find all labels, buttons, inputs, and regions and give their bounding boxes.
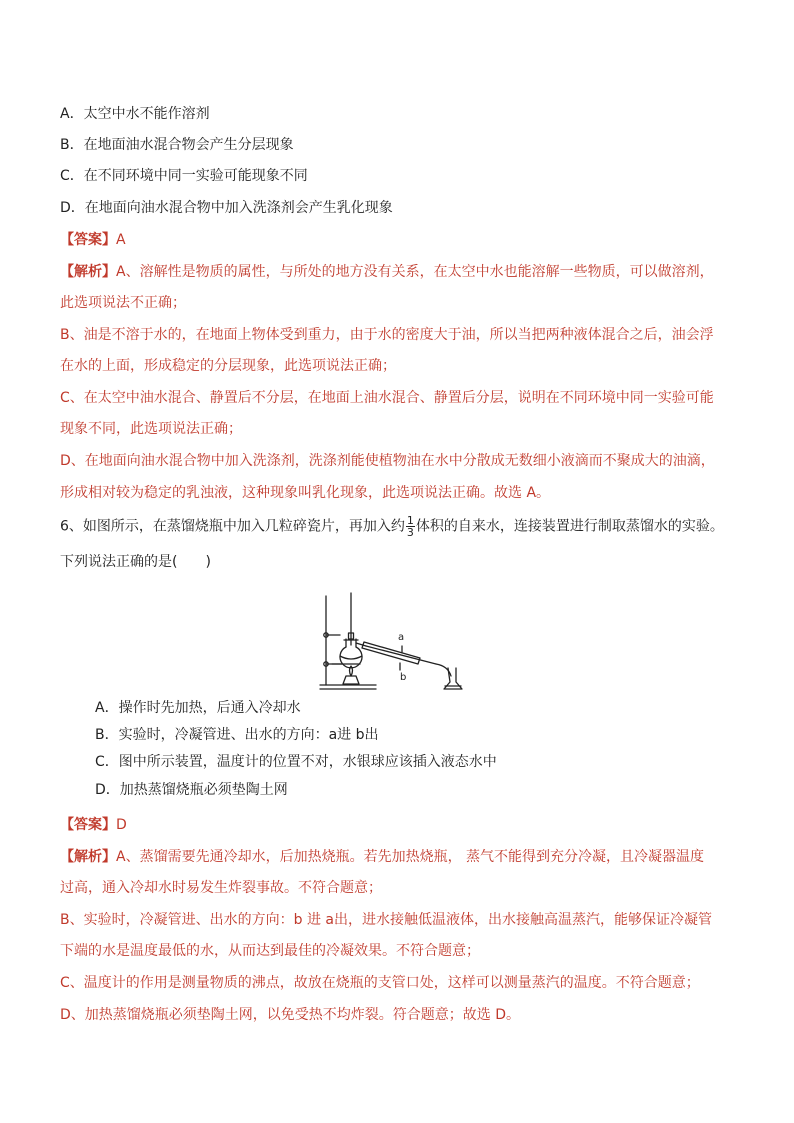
q6-answer [60,815,127,835]
q5-analysis-line-5: C、在太空中油水混合、静置后不分层，在地面上油水混合、静置后分层，说明在不同环境中同一实验可能 [60,390,714,406]
q5-analysis-line-8: 形成相对较为稳定的乳浊液，这种现象叫乳化现象，此选项说法正确。故选 A。 [60,485,551,501]
q6-stem-line-1 [60,515,724,538]
stem-text: 6、如图所示，在蒸馏烧瓶中加入几粒碎瓷片，再加入约 [60,518,405,535]
q5-analysis-line-7: D、在地面向油水混合物中加入洗涤剂，洗涤剂能使植物油在水中分散成无数细小液滴而不聚成大的油滴， [60,453,715,469]
q5-option-b: B．在地面油水混合物会产生分层现象 [60,137,294,153]
distillation-apparatus-figure [318,590,478,692]
q6-analysis-line-1 [60,847,704,867]
q6-analysis-line-6: D、加热蒸馏烧瓶必须垫陶土网，以免受热不均炸裂。符合题意；故选 D。 [60,1007,521,1023]
analysis-text: A、溶解性是物质的属性，与所处的地方没有关系，在太空中水也能溶解一些物质，可以做溶剂， [116,264,714,280]
side-arm [356,643,366,646]
alcohol-lamp [343,676,359,684]
fraction [406,515,415,538]
analysis-tag: 【解析】 [60,849,116,865]
q6-option-a: A．操作时先加热，后通入冷却水 [95,700,301,716]
answer-tag: 【答案】 [60,817,116,833]
q6-stem-line-2: 下列说法正确的是( ) [60,554,211,570]
answer-value: D [116,817,127,833]
q5-analysis-line-6: 现象不同，此选项说法正确； [60,421,242,437]
q5-option-c: C．在不同环境中同一实验可能现象不同 [60,168,308,184]
answer-value: A [116,232,126,248]
analysis-text: A、蒸馏需要先通冷却水，后加热烧瓶。若先加热烧瓶， 蒸气不能得到充分冷凝，且冷凝器温度 [116,849,705,865]
q6-option-c: C．图中所示装置，温度计的位置不对，水银球应该插入液态水中 [95,754,497,770]
q5-analysis-line-3: B、油是不溶于水的，在地面上物体受到重力，由于水的密度大于油，所以当把两种液体混合之后，油会浮 [60,327,714,343]
q6-analysis-line-3: B、实验时，冷凝管进、出水的方向：b 进 a出，进水接触低温液体，出水接触高温蒸汽，能够保证冷凝管 [60,912,712,928]
q6-option-b: B．实验时，冷凝管进、出水的方向：a进 b出 [95,727,379,743]
label-a: a [398,632,405,643]
q6-analysis-line-5: C、温度计的作用是测量物质的沸点，故放在烧瓶的支管口处，这样可以测量蒸汽的温度。不符合题意； [60,975,700,991]
analysis-tag: 【解析】 [60,264,116,280]
q6-option-d: D．加热蒸馏烧瓶必须垫陶土网 [95,782,288,798]
q5-option-d: D．在地面向油水混合物中加入洗涤剂会产生乳化现象 [60,200,393,216]
answer-tag: 【答案】 [60,232,116,248]
q5-analysis-line-4: 在水的上面，形成稳定的分层现象，此选项说法正确； [60,358,396,374]
fraction-denominator: 3 [406,526,414,539]
q5-analysis-line-2: 此选项说法不正确； [60,295,186,311]
label-b: b [400,672,407,683]
stem-text: 体积的自来水，连接装置进行制取蒸馏水的实验。 [415,518,724,535]
q5-answer [60,230,126,250]
q6-analysis-line-2: 过高，通入冷却水时易发生炸裂事故。不符合题意； [60,880,382,896]
q5-option-a: A．太空中水不能作溶剂 [60,106,210,122]
q6-analysis-line-4: 下端的水是温度最低的水，从而达到最佳的冷凝效果。不符合题意； [60,943,480,959]
q5-analysis-line-1 [60,262,714,282]
distillation-apparatus-drawing [318,590,478,692]
fraction-numerator: 1 [406,514,414,527]
